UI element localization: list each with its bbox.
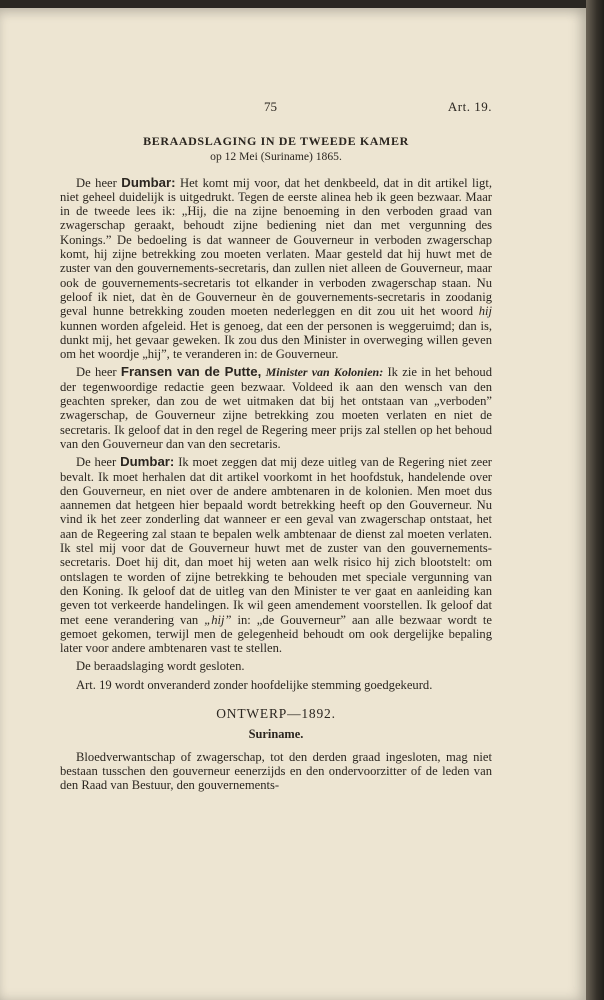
speech-paragraph [60,365,492,451]
speech-intro: De heer [76,175,117,190]
page-subtitle: op 12 Mei (Suriname) 1865. [210,150,342,164]
speech-emphasis: „hij” [204,612,232,627]
speech-text-continued: in: „de Gouverneur” aan alle bezwaar wordt te gemoet gekomen, terwijl men de gelegenheid behoudt om ook dergelijke bepaling later voor andere ambtenaren vast te stellen. [60,612,492,656]
speech-paragraph [60,455,492,655]
speech-paragraph [60,176,492,362]
page-title: BERAADSLAGING IN DE TWEEDE KAMER [143,134,409,148]
speech-text: Ik zie in het behoud der tegenwoordige redactie geen bezwaar. Voldeed ik aan den wensch van den geachten spreker, dan zou de wet uitmaken dat bij het ontstaan van „verboden” zwagerschap, de Gouverneur zijne betrekking zou moeten verlaten en niet de secretaris. Ik geloof dat in den regel de Regering meer prijs zal stellen op het behoud van den Gouverneur dan van den secretaris. [60,365,492,451]
closing-line: Art. 19 wordt onveranderd zonder hoofdelijke stemming goedgekeurd. [76,677,433,692]
page-edge-shadow [586,0,604,1000]
page-content [60,100,492,792]
speaker-name: Dumbar: [120,454,175,470]
speech-intro: De heer [76,365,117,380]
section-title: ONTWERP—1892. [216,705,336,721]
speech-text: Ik moet zeggen dat mij deze uitleg van de Regering niet zeer bevalt. Ik moet herhalen dat dit artikel voorkomt in het hoofdstuk, handelende over den Gouverneur, en niet over de andere ambtenaren in de kolonien. Men moet dus aannemen dat hetgeen hier bepaald wordt betrekking heeft op den Gouverneur. Nu vind ik het zeer zonderling dat wanneer er een geval van zwagerschap ontstaat, het aan de Regeering zal staan te bepalen welk ambtenaar de dienst zal moeten verlaten. Ik stel mij voor dat de Gouverneur huwt met de zuster van den gouvernements-secretaris. Doet hij dit, dan moet hij weten aan welk risico hij zich blootstelt: om ontslagen te worden of zijne betrekking te behouden met speciale vergunning van den Koning. Ik geloof dat de uitleg van den Minister te ver gaat en aanleiding kan geven tot verkeerde handelingen. Ik wil geen amendement voorstellen. Ik geloof dat met eene verandering van [60,455,492,627]
running-header [60,100,492,122]
section-subtitle: Suriname. [248,727,304,742]
speaker-function: Minister van Kolonien: [265,365,384,380]
speaker-name: Dumbar: [121,174,176,190]
book-page [0,8,586,1000]
speaker-name: Fransen van de Putte, [120,364,262,380]
speech-text: Het komt mij voor, dat het denkbeeld, dat in dit artikel ligt, niet geheel duidelijk is uitgedrukt. Tegen de eerste alinea heb ik geen bezwaar. Maar in de tweede lees ik: „Hij, die na zijne benoeming in den verboden graad van zwagerschap geraakt, behoudt zijne bediening niet dan met vergunning des Konings.” De bedoeling is dat wanneer de Gouverneur in verboden zwagerschap komt, hij zijne betrekking zou moeten verlaten. Maar gesteld dat hij huwt met de zuster van den gouvernements-secretaris, dan zullen niet alleen de Gouverneur, maar ook de gouvernements-secretaris tot elkander in verboden zwagerschap staan. Nu geloof ik niet, dat èn de Gouverneur èn de gouvernements-secretaris in zoodanig geval hunne betrekking zouden moeten nederleggen en dit zou uit het woord [60,175,492,319]
speech-intro: De heer [76,455,117,470]
article-reference: Art. 19. [447,99,492,114]
closing-line: De beraadslaging wordt gesloten. [76,659,245,674]
speech-text-continued: kunnen worden afgeleid. Het is genoeg, dat een der personen is weggeruimd; dan is, dunkt mij, het gevaar geweken. Ik zou dus den Minister in overweging willen geven om het woordje „hij”, te veranderen in: de Gouverneur. [60,318,492,362]
speech-emphasis: hij [478,304,492,319]
page-number: 75 [264,99,277,114]
final-paragraph: Bloedverwantschap of zwagerschap, tot den derden graad ingesloten, mag niet bestaan tusschen den gouverneur eenerzijds en den ondervoorzitter of de leden van den Raad van Bestuur, den gouvernements- [60,749,492,793]
